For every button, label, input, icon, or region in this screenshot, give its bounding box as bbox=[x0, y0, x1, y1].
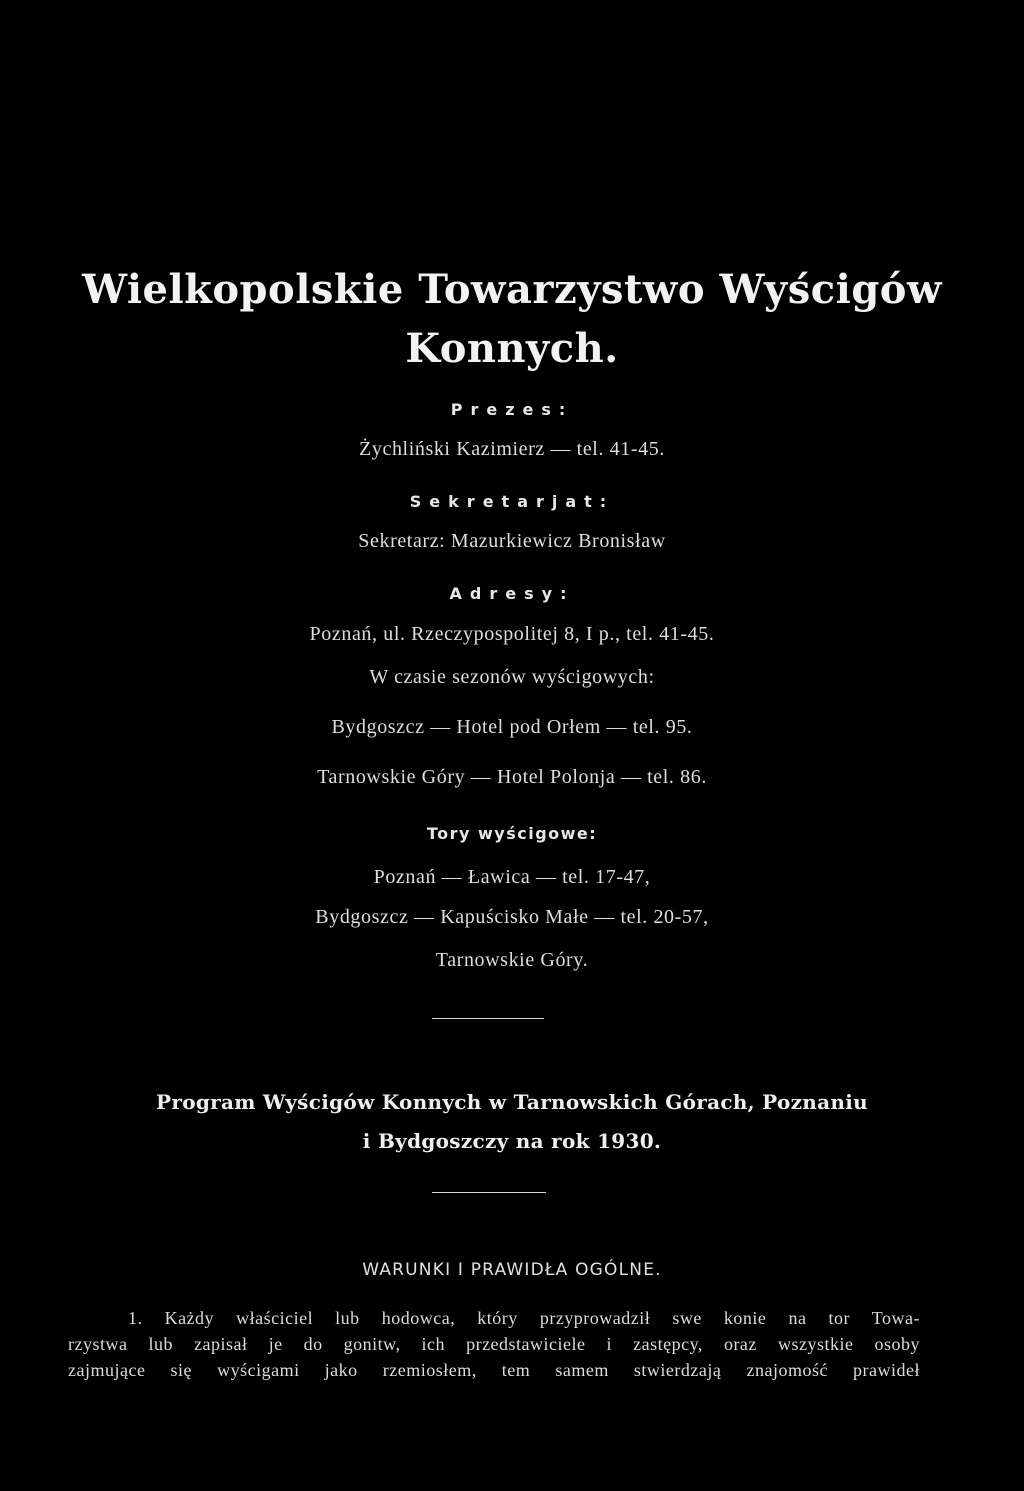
sekretarz-name: Sekretarz: Mazurkiewicz Bronisław bbox=[358, 530, 666, 552]
paragraph-rule-1 bbox=[68, 1308, 920, 1388]
tory-label: Tory wyścigowe: bbox=[426, 824, 598, 843]
track-bydgoszcz: Bydgoszcz — Kapuścisko Małe — tel. 20-57, bbox=[315, 906, 709, 928]
address-poznan: Poznań, ul. Rzeczypospolitej 8, I p., tel. 41-45. bbox=[309, 623, 715, 645]
prezes-label: Prezes: bbox=[450, 400, 574, 419]
section-heading: WARUNKI I PRAWIDŁA OGÓLNE. bbox=[362, 1260, 662, 1280]
paragraph-line: zajmujące się wyścigami jako rzemiosłem, tem samem stwierdzają znajomość prawideł bbox=[68, 1360, 920, 1380]
divider-rule-2 bbox=[432, 1192, 546, 1193]
paragraph-line: 1. Każdy właściciel lub hodowca, który przyprowadził swe konie na tor Towa- bbox=[128, 1308, 920, 1328]
address-bydgoszcz: Bydgoszcz — Hotel pod Orłem — tel. 95. bbox=[331, 716, 693, 738]
track-poznan: Poznań — Ławica — tel. 17-47, bbox=[373, 866, 651, 888]
sekretarjat-label: Sekretarjat: bbox=[409, 492, 615, 511]
title-line-1: Wielkopolskie Towarzystwo Wyścigów bbox=[82, 266, 942, 313]
address-tarnowskie: Tarnowskie Góry — Hotel Polonja — tel. 86. bbox=[317, 766, 707, 788]
track-tarnowskie: Tarnowskie Góry. bbox=[435, 949, 589, 971]
title-line-2: Konnych. bbox=[405, 325, 619, 372]
program-title-line-1: Program Wyścigów Konnych w Tarnowskich Górach, Poznaniu bbox=[156, 1090, 868, 1114]
season-note: W czasie sezonów wyścigowych: bbox=[369, 666, 655, 688]
prezes-name: Żychliński Kazimierz — tel. 41-45. bbox=[359, 438, 665, 460]
paragraph-line: rzystwa lub zapisał je do gonitw, ich przedstawiciele i zastępcy, oraz wszystkie osoby bbox=[68, 1334, 920, 1354]
adresy-label: Adresy: bbox=[449, 584, 575, 603]
divider-rule-1 bbox=[432, 1018, 544, 1019]
program-title-line-2: i Bydgoszczy na rok 1930. bbox=[362, 1129, 662, 1153]
